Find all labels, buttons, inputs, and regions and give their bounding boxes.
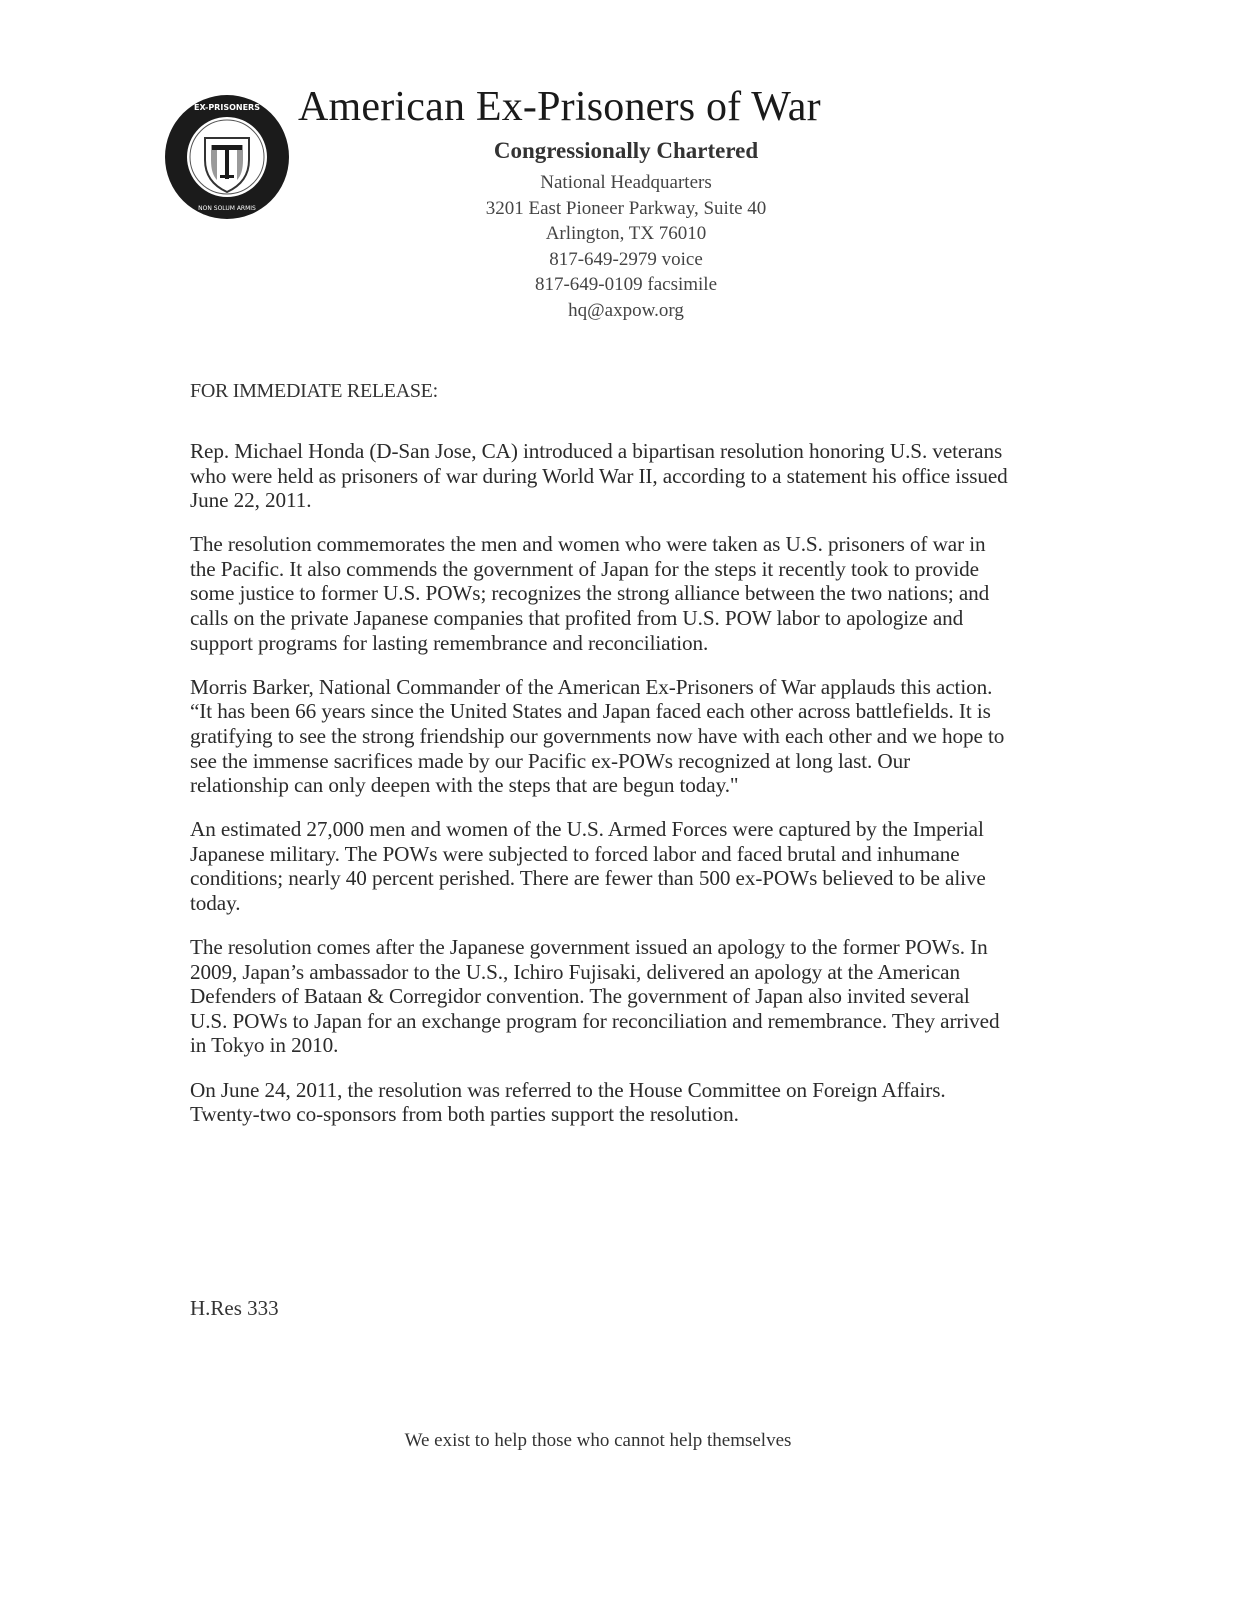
paragraph: Rep. Michael Honda (D-San Jose, CA) introduced a bipartisan resolution honoring U.S. veterans who were held as prisoners of war during World War II, according to a statement his office issued June 22, 2011. [190,439,1008,513]
resolution-reference: H.Res 333 [190,1296,279,1320]
paragraph: An estimated 27,000 men and women of the U.S. Armed Forces were captured by the Imperial Japanese military. The POWs were subjected to forced labor and faced brutal and inhumane conditions; nearly 40 percent perished. There are fewer than 500 ex-POWs believed to be alive today. [190,817,986,915]
address-block [330,170,922,324]
address-line: 817-649-2979 voice [549,248,703,270]
seal-text-bottom: NON SOLUM ARMIS [198,205,256,212]
address-line: 3201 East Pioneer Parkway, Suite 40 [485,197,767,219]
paragraph: The resolution comes after the Japanese government issued an apology to the former POWs. In 2009, Japan’s ambassador to the U.S., Ichiro Fujisaki, delivered an apology at the American Defenders of Bataan & Corregidor convention. The government of Japan also invited several U.S. POWs to Japan for an exchange program for reconciliation and remembrance. They arrived in Tokyo in 2010. [190,935,1000,1058]
paragraph: Morris Barker, National Commander of the American Ex-Prisoners of War applauds this action. “It has been 66 years since the United States and Japan faced each other across battlefields. It is gratifying to see the strong friendship our governments now have with each other and we hope to see the immense sacrifices made by our Pacific ex-POWs recognized at long last. Our relationship can only deepen with the steps that are begun today." [190,674,1005,798]
axpow-seal-logo [164,94,290,220]
paragraph: On June 24, 2011, the resolution was referred to the House Committee on Foreign Affairs. Twenty-two co-sponsors from both parties support the resolution. [190,1077,946,1127]
seal-text-top: EX-PRISONERS [194,103,260,112]
charter-subtitle: Congressionally Chartered [493,138,759,163]
address-line: Arlington, TX 76010 [545,223,707,245]
address-line: 817-649-0109 facsimile [534,274,718,296]
paragraph: The resolution commemorates the men and women who were taken as U.S. prisoners of war in the Pacific. It also commends the government of Japan for the steps it recently took to provide some justice to former U.S. POWs; recognizes the strong alliance between the two nations; and calls on the private Japanese companies that profited from U.S. POW labor to apologize and support programs for lasting remembrance and reconciliation. [190,532,990,655]
release-label: FOR IMMEDIATE RELEASE: [190,380,438,402]
org-title: American Ex-Prisoners of War [298,84,821,130]
email-link[interactable]: hq@axpow.org [568,299,684,321]
footer-motto: We exist to help those who cannot help themselves [404,1430,792,1451]
press-release-body [190,439,1010,1146]
address-line: National Headquarters [540,172,712,193]
